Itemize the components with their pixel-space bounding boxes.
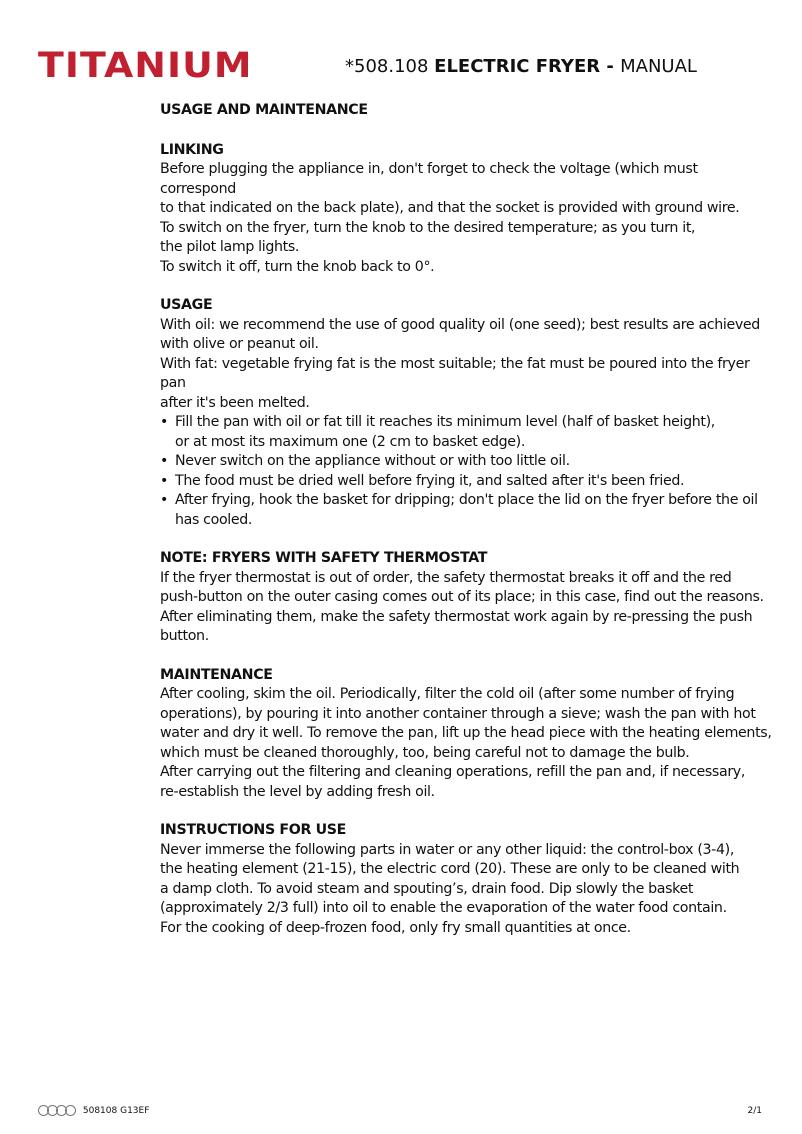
text-line: If the fryer thermostat is out of order, the safety thermostat breaks it off and the red [160,569,732,586]
page-number: 2/1 [747,1106,762,1116]
text-line: has cooled. [175,511,253,528]
bullet-icon: • [160,453,169,469]
text-line: the heating element (21-15), the electric cord (20). These are only to be cleaned with [160,861,740,877]
page-footer [38,1104,762,1119]
text-line: After carrying out the filtering and cleaning operations, refill the pan and, if necessary, [160,764,746,780]
list-item [160,491,772,530]
text-line: re-establish the level by adding fresh oil. [160,783,435,800]
text-line: Before plugging the appliance in, don't forget to check the voltage (which must correspond [160,161,698,197]
section-linking [160,141,772,278]
bullet-icon: • [160,472,169,489]
section-title: MAINTENANCE [160,666,273,683]
list-item [160,472,772,492]
text-line: which must be cleaned thoroughly, too, being careful not to damage the bulb. [160,744,690,761]
circles-icon [38,1104,74,1118]
text-line: with olive or peanut oil. [160,336,319,352]
section-title: LINKING [160,141,224,158]
section-note [160,549,772,647]
list-item [160,452,772,472]
text-line: operations), by pouring it into another container through a sieve; wash the pan with hot [160,705,756,722]
text-line: or at most its maximum one (2 cm to basket edge). [175,433,525,450]
text-line: After eliminating them, make the safety thermostat work again by re-pressing the push [160,608,753,625]
text-line: To switch it off, turn the knob back to 0°. [160,258,435,275]
document-code: 508108 G13EF [82,1106,150,1116]
document-title [345,55,697,79]
text-line: water and dry it well. To remove the pan, lift up the head piece with the heating elements, [160,725,772,741]
text-line: With oil: we recommend the use of good quality oil (one seed); best results are achieved [160,316,760,333]
text-line: the pilot lamp lights. [160,239,300,255]
section-title: INSTRUCTIONS FOR USE [160,822,347,838]
text-line: Never immerse the following parts in water or any other liquid: the control-box (3-4), [160,841,734,858]
text-line: For the cooking of deep-frozen food, only fry small quantities at once. [160,919,631,936]
text-line: after it's been melted. [160,394,310,411]
document-type: MANUAL [620,56,697,77]
text-line: The food must be dried well before frying it, and salted after it's been fried. [175,472,685,489]
product-name: ELECTRIC FRYER - [434,56,621,77]
bullet-icon: • [160,492,169,508]
section-title: NOTE: FRYERS WITH SAFETY THERMOSTAT [160,550,488,566]
text-line: After frying, hook the basket for dripping; don't place the lid on the fryer before the oil [175,492,758,508]
section-maintenance [160,666,772,803]
text-line: Fill the pan with oil or fat till it reaches its minimum level (half of basket height), [175,414,715,430]
text-line: to that indicated on the back plate), and that the socket is provided with ground wire. [160,200,740,216]
bullet-list [160,413,772,530]
text-line: push-button on the outer casing comes out of its place; in this case, find out the reasons. [160,589,764,605]
section-usage [160,296,772,530]
text-line: a damp cloth. To avoid steam and spouting’s, drain food. Dip slowly the basket [160,880,694,897]
text-line: Never switch on the appliance without or with too little oil. [175,453,570,469]
section-title: USAGE [160,297,213,313]
bullet-icon: • [160,414,169,430]
text-line: button. [160,628,209,644]
text-line: To switch on the fryer, turn the knob to the desired temperature; as you turn it, [160,219,696,236]
model-number: *508.108 [345,56,435,77]
list-item [160,413,772,452]
manual-content [160,101,772,957]
brand-logo: TITANIUM [38,46,253,86]
text-line: With fat: vegetable frying fat is the most suitable; the fat must be poured into the fryer pan [160,355,750,391]
text-line: (approximately 2/3 full) into oil to enable the evaporation of the water food contain. [160,900,727,916]
section-instructions [160,821,772,938]
main-heading: USAGE AND MAINTENANCE [160,102,368,118]
text-line: After cooling, skim the oil. Periodically, filter the cold oil (after some number of frying [160,686,735,702]
